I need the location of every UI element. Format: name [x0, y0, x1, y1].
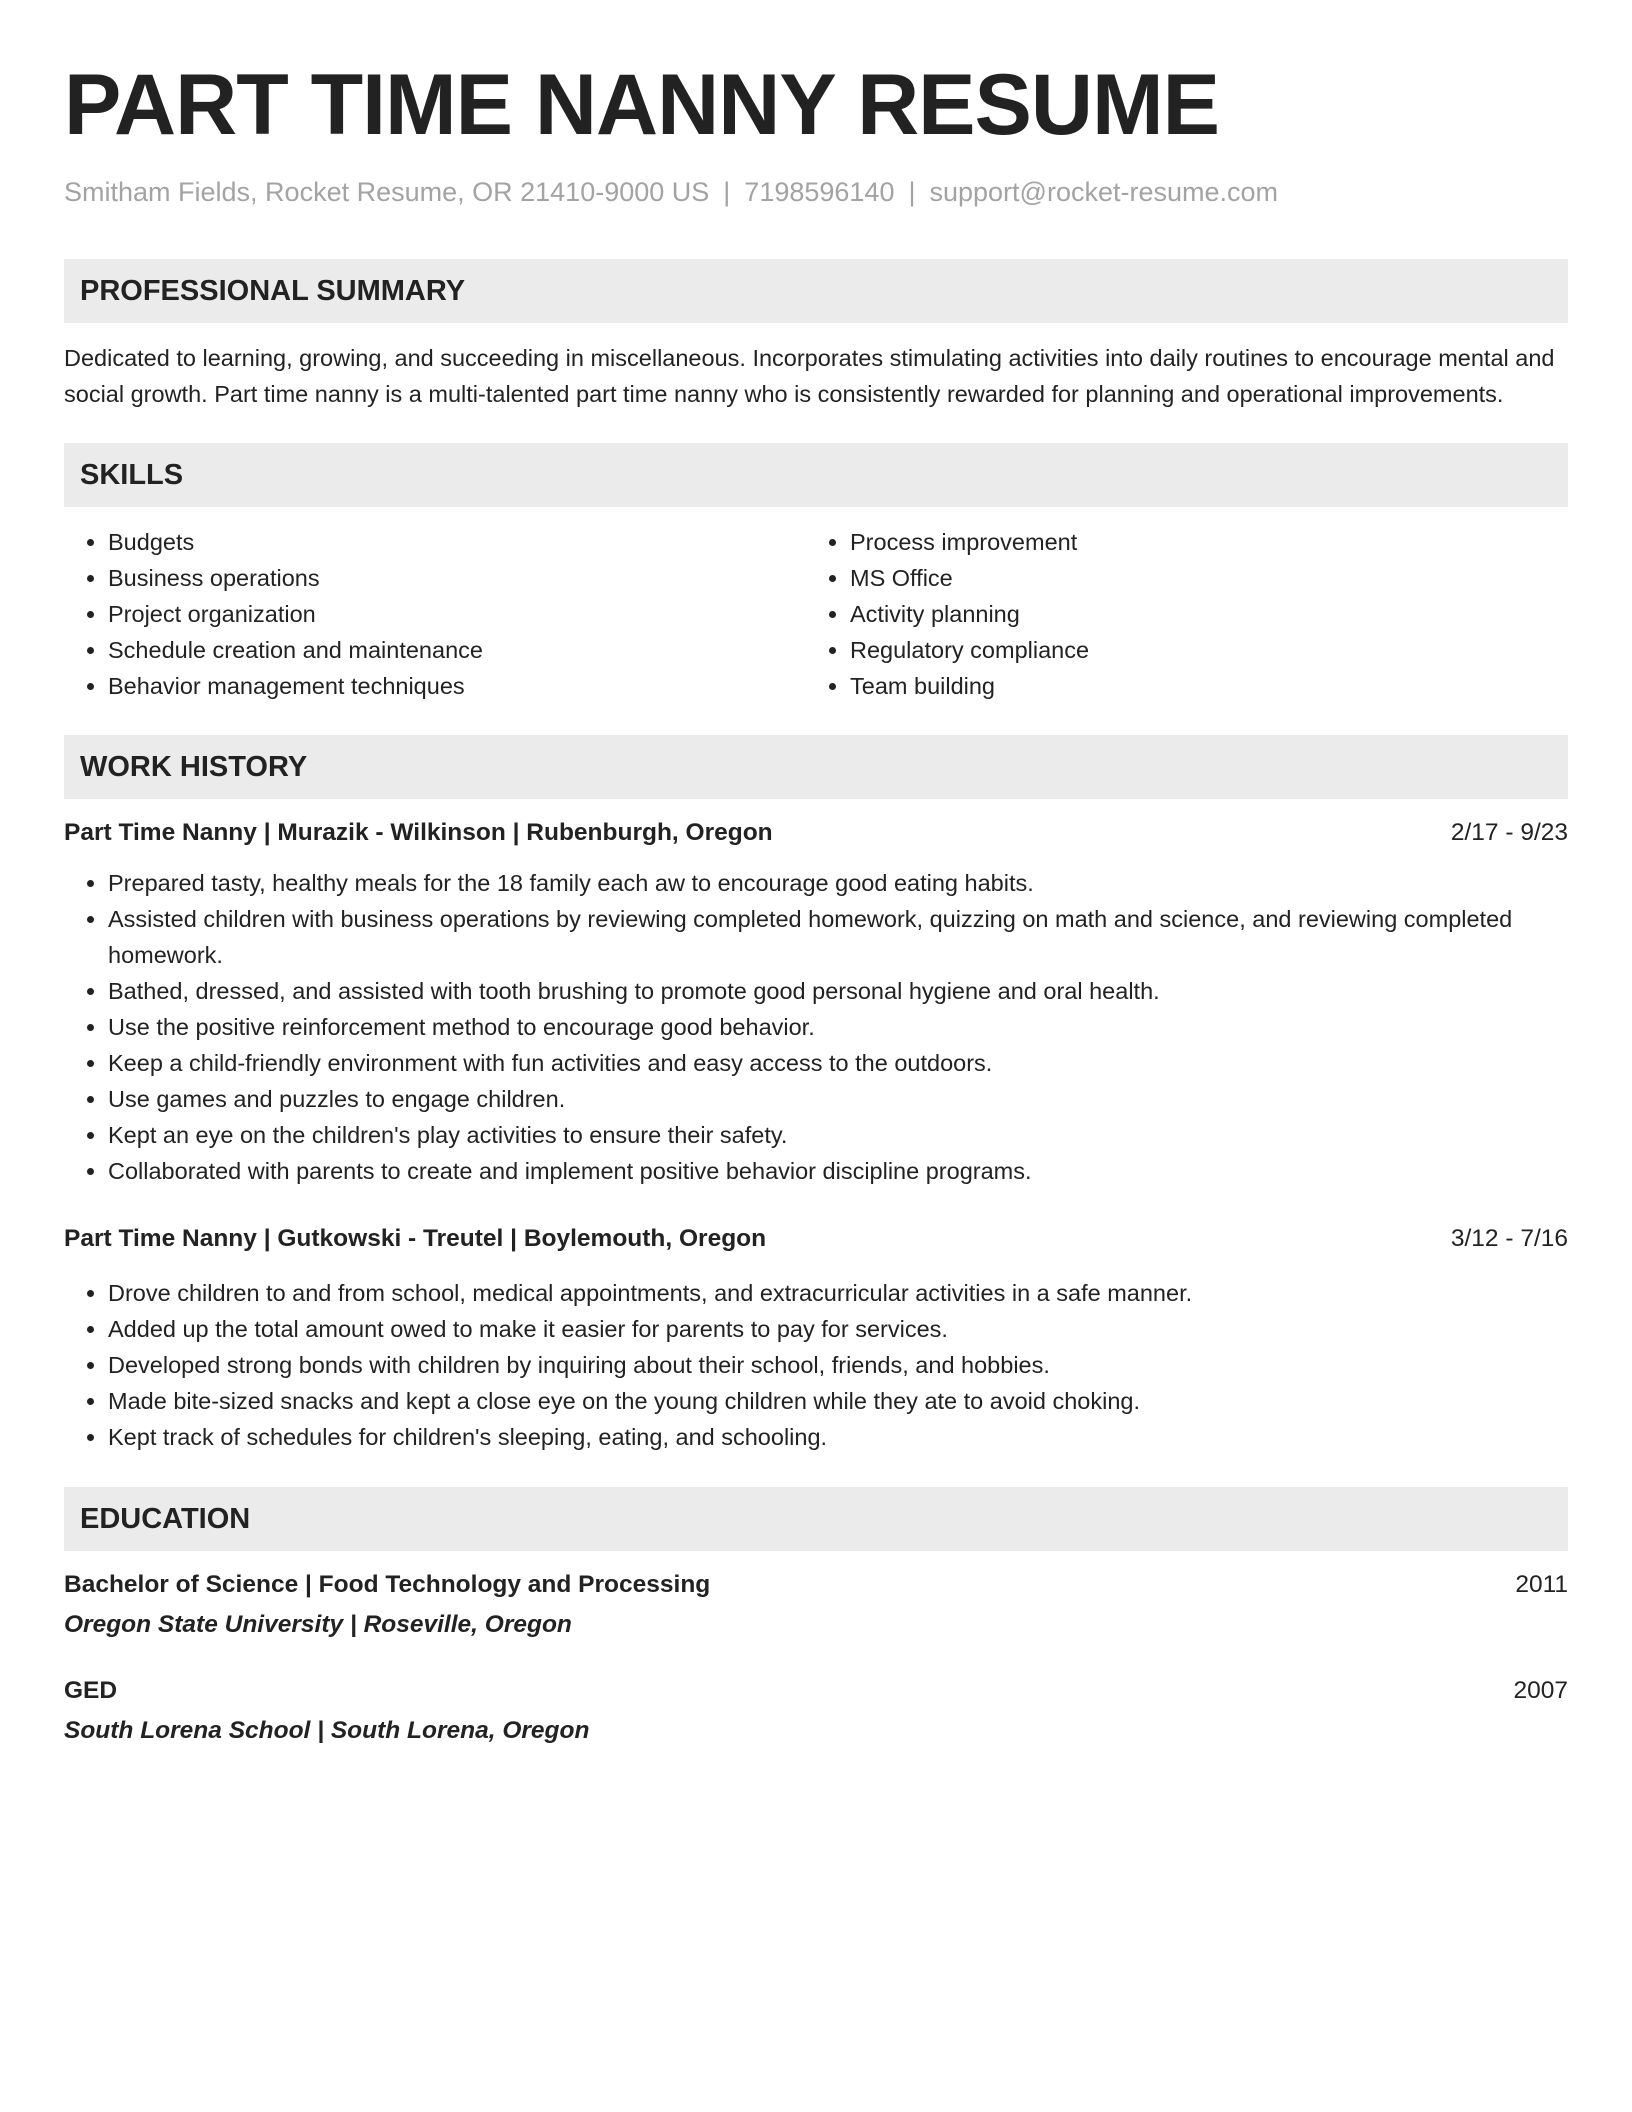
summary-heading: PROFESSIONAL SUMMARY: [64, 259, 1568, 323]
job-header: [64, 815, 1568, 851]
job-entry: [64, 1221, 1568, 1455]
skill-item: • Budgets: [108, 524, 806, 560]
skills-column-right: [806, 524, 1548, 704]
job-duty: • Kept track of schedules for children's sleeping, eating, and schooling.: [108, 1419, 1568, 1455]
education-header: [64, 1673, 1568, 1709]
skill-item: • Behavior management techniques: [108, 668, 806, 704]
education-entry: [64, 1673, 1568, 1749]
education-year: 2011: [1515, 1571, 1568, 1598]
contact-separator: |: [908, 177, 916, 207]
skill-item: • Process improvement: [850, 524, 1548, 560]
skills-heading: SKILLS: [64, 443, 1568, 507]
education-school: South Lorena School | South Lorena, Oregon: [64, 1717, 590, 1744]
skill-item: • Regulatory compliance: [850, 632, 1548, 668]
contact-email: support@rocket-resume.com: [929, 177, 1279, 207]
education-heading: EDUCATION: [64, 1487, 1568, 1551]
skill-item: • Schedule creation and maintenance: [108, 632, 806, 668]
job-dates: 3/12 - 7/16: [1450, 1225, 1568, 1252]
job-duty: • Use games and puzzles to engage children.: [108, 1081, 1568, 1117]
skills-list: [64, 524, 1568, 704]
job-duties: [64, 1275, 1568, 1455]
job-duty: • Assisted children with business operations by reviewing completed homework, quizzing on math and science, and reviewing completed homework.: [108, 901, 1568, 973]
work-history-heading: WORK HISTORY: [64, 735, 1568, 799]
education-entry: [64, 1567, 1568, 1643]
education-header: [64, 1567, 1568, 1603]
contact-separator: |: [723, 177, 731, 207]
skill-item: • MS Office: [850, 560, 1548, 596]
skill-item: • Team building: [850, 668, 1548, 704]
job-duty: • Use the positive reinforcement method to encourage good behavior.: [108, 1009, 1568, 1045]
skill-item: • Business operations: [108, 560, 806, 596]
job-duty: • Drove children to and from school, medical appointments, and extracurricular activities in a safe manner.: [108, 1275, 1568, 1311]
job-entry: [64, 815, 1568, 1189]
education-year: 2007: [1513, 1677, 1568, 1704]
job-duty: • Developed strong bonds with children by inquiring about their school, friends, and hobbies.: [108, 1347, 1568, 1383]
job-duty: • Prepared tasty, healthy meals for the 18 family each aw to encourage good eating habits.: [108, 865, 1568, 901]
education-school: Oregon State University | Roseville, Oregon: [64, 1611, 572, 1638]
education-degree: Bachelor of Science | Food Technology and Processing: [64, 1571, 711, 1598]
job-duty: • Added up the total amount owed to make it easier for parents to pay for services.: [108, 1311, 1568, 1347]
contact-line: [64, 175, 1568, 209]
job-duties: [64, 865, 1568, 1189]
skills-column-left: [64, 524, 806, 704]
skill-item: • Activity planning: [850, 596, 1548, 632]
summary-text: Dedicated to learning, growing, and succeeding in miscellaneous. Incorporates stimulating activities into daily routines to encourage mental and social growth. Part time nanny is a multi-talented part time nanny who is consistently rewarded for planning and operational improvements.: [64, 345, 1555, 407]
job-duty: • Collaborated with parents to create and implement positive behavior discipline programs.: [108, 1153, 1568, 1189]
page-title: PART TIME NANNY RESUME: [64, 57, 1219, 153]
job-duty: • Bathed, dressed, and assisted with tooth brushing to promote good personal hygiene and oral health.: [108, 973, 1568, 1009]
job-duty: • Made bite-sized snacks and kept a close eye on the young children while they ate to avoid choking.: [108, 1383, 1568, 1419]
job-duty: • Keep a child-friendly environment with fun activities and easy access to the outdoors.: [108, 1045, 1568, 1081]
job-title: Part Time Nanny | Gutkowski - Treutel | Boylemouth, Oregon: [64, 1225, 767, 1252]
resume-page: [64, 0, 1568, 1749]
contact-phone: 7198596140: [744, 177, 895, 207]
job-title: Part Time Nanny | Murazik - Wilkinson | Rubenburgh, Oregon: [64, 819, 773, 846]
skill-item: • Project organization: [108, 596, 806, 632]
job-header: [64, 1221, 1568, 1257]
education-degree: GED: [64, 1677, 118, 1704]
job-duty: • Kept an eye on the children's play activities to ensure their safety.: [108, 1117, 1568, 1153]
job-dates: 2/17 - 9/23: [1450, 819, 1568, 846]
contact-address: Smitham Fields, Rocket Resume, OR 21410-9000 US: [64, 177, 710, 207]
